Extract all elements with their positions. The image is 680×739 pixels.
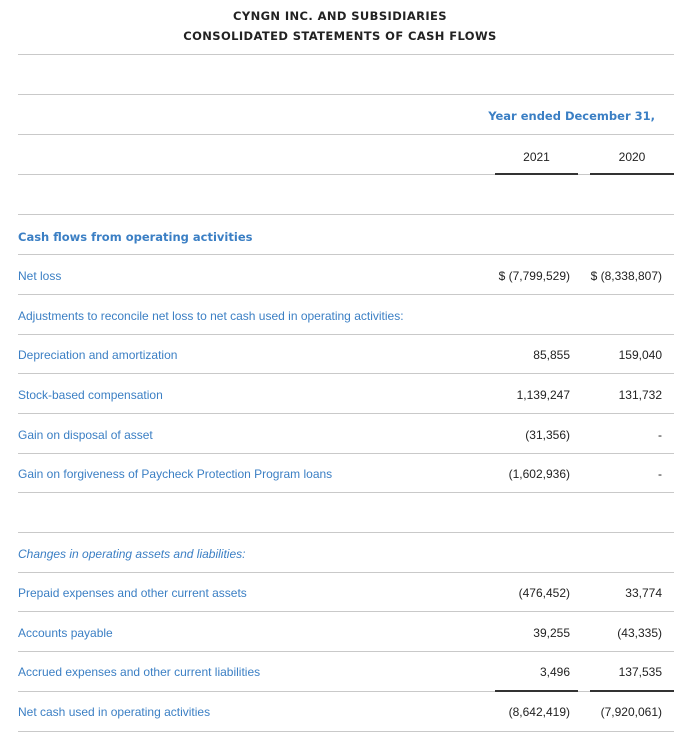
divider: [18, 334, 674, 335]
divider: [18, 254, 674, 255]
value-2020: 159,040: [618, 348, 662, 362]
divider: [18, 94, 674, 95]
total-underline: [495, 690, 578, 692]
value-2020: -: [658, 467, 662, 481]
row-label-accrued: Accrued expenses and other current liabilities: [18, 665, 261, 679]
value-2021: (476,452): [518, 586, 570, 600]
row-label-stock-comp: Stock-based compensation: [18, 388, 163, 402]
value-2021: (1,602,936): [508, 467, 570, 481]
value-2020: (7,920,061): [600, 705, 662, 719]
value-2020: 33,774: [625, 586, 662, 600]
value-2021: 39,255: [533, 626, 570, 640]
value-2021: 85,855: [533, 348, 570, 362]
divider: [18, 453, 674, 454]
column-underline: [590, 173, 674, 175]
row-label-net-cash: Net cash used in operating activities: [18, 705, 211, 719]
section-operating-activities: Cash flows from operating activities: [18, 230, 253, 244]
divider: [18, 651, 674, 652]
row-label-prepaid: Prepaid expenses and other current assets: [18, 586, 247, 600]
column-year-2020: 2020: [618, 150, 646, 164]
value-2020: $ (8,338,807): [590, 269, 662, 283]
column-underline: [495, 173, 578, 175]
value-2020: -: [658, 428, 662, 442]
divider: [18, 294, 674, 295]
value-2021: (8,642,419): [508, 705, 570, 719]
company-name: CYNGN INC. AND SUBSIDIARIES: [233, 9, 447, 23]
period-header: Year ended December 31,: [488, 109, 655, 123]
divider: [18, 532, 674, 533]
section-changes: Changes in operating assets and liabilities:: [18, 547, 246, 561]
row-label-net-loss: Net loss: [18, 269, 62, 283]
divider: [18, 731, 674, 732]
value-2020: 131,732: [618, 388, 662, 402]
statement-title: CONSOLIDATED STATEMENTS OF CASH FLOWS: [183, 29, 497, 43]
row-label-depreciation: Depreciation and amortization: [18, 348, 178, 362]
divider: [18, 134, 674, 135]
row-label-gain-ppp: Gain on forgiveness of Paycheck Protection Program loans: [18, 467, 333, 481]
column-year-2021: 2021: [523, 150, 550, 164]
divider: [18, 54, 674, 55]
value-2021: 1,139,247: [516, 388, 570, 402]
value-2021: (31,356): [525, 428, 570, 442]
total-underline: [590, 690, 674, 692]
divider: [18, 413, 674, 414]
divider: [18, 373, 674, 374]
value-2020: 137,535: [618, 665, 662, 679]
divider: [18, 214, 674, 215]
divider: [18, 492, 674, 493]
section-adjustments: Adjustments to reconcile net loss to net cash used in operating activities:: [18, 309, 404, 323]
row-label-accounts-payable: Accounts payable: [18, 626, 113, 640]
divider: [18, 572, 674, 573]
row-label-gain-disposal: Gain on disposal of asset: [18, 428, 153, 442]
value-2020: (43,335): [617, 626, 662, 640]
divider: [18, 611, 674, 612]
value-2021: $ (7,799,529): [498, 269, 570, 283]
value-2021: 3,496: [539, 665, 570, 679]
